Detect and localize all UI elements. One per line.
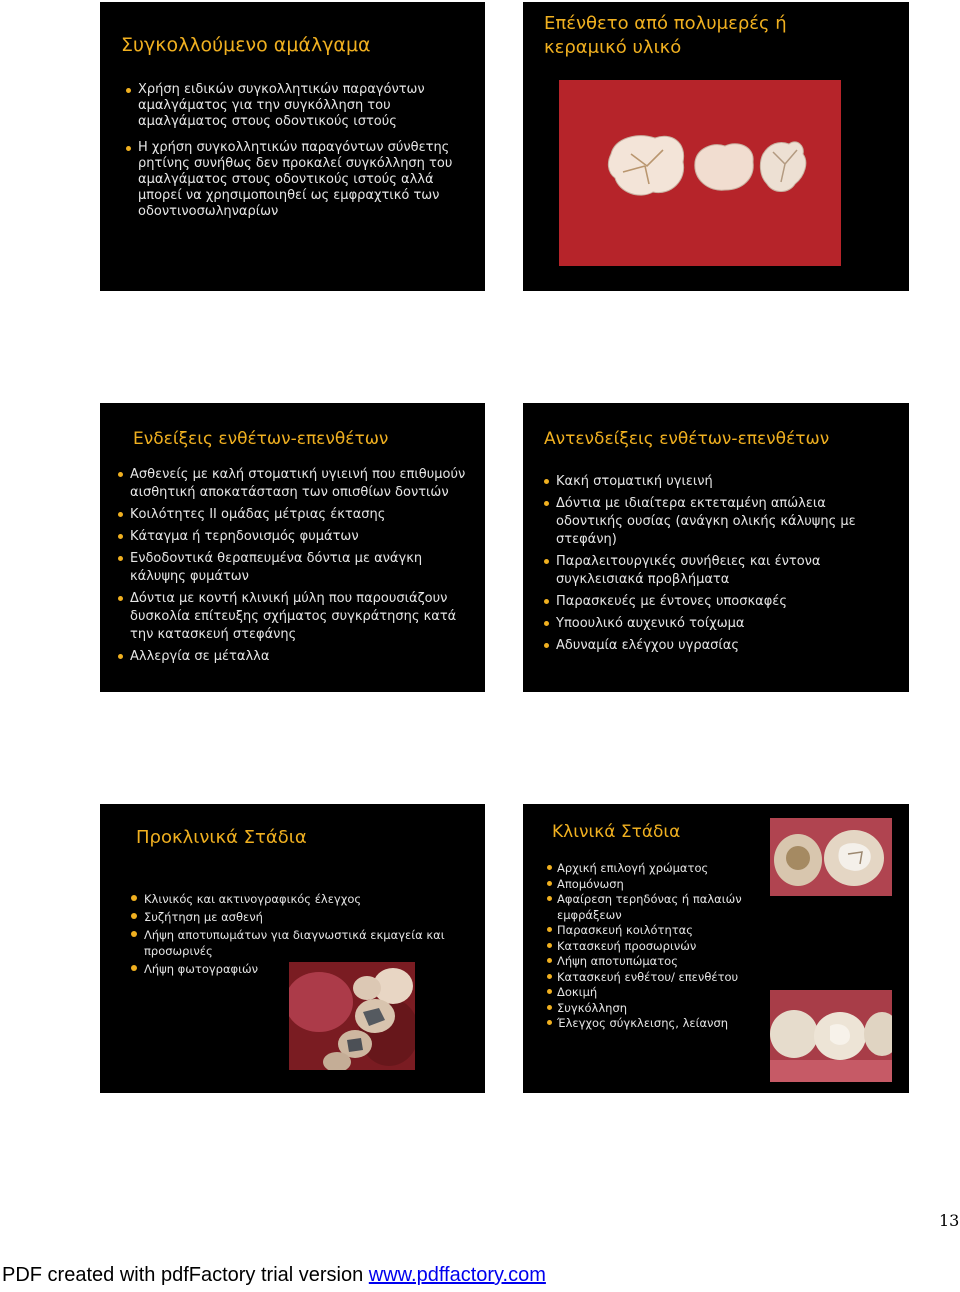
intraoral-photo xyxy=(289,962,415,1070)
bullet-item: Αλλεργία σε μέταλλα xyxy=(130,648,470,666)
bullet-item: Απομόνωση xyxy=(557,877,767,893)
prepared-teeth-photo xyxy=(770,818,892,896)
slide-contraindications xyxy=(523,403,909,692)
bullet-item: Υποουλικό αυχενικό τοίχωμα xyxy=(556,615,896,633)
bullet-item: Δόντια με ιδιαίτερα εκτεταμένη απώλεια οδοντικής ουσίας (ανάγκη ολικής κάλυψης με στεφάνη) xyxy=(556,495,896,549)
bullet-item: Ασθενείς με καλή στοματική υγιεινή που επιθυμούν αισθητική αποκατάσταση των οπισθίων δοντιών xyxy=(130,466,470,502)
bullet-list xyxy=(130,466,470,670)
bullet-item: Παρασκευή κοιλότητας xyxy=(557,923,767,939)
slide-title: Επένθετο από πολυμερές ή κεραμικό υλικό xyxy=(544,13,787,58)
slide-clinical-stages xyxy=(523,804,909,1093)
bullet-list xyxy=(138,82,468,230)
bullet-item: Η χρήση συγκολλητικών παραγόντων σύνθετης ρητίνης συνήθως δεν προκαλεί συγκόλληση του αμαλγάματος στους οδοντικούς ιστούς αλλά μπορεί να χρησιμοποιηθεί ως εμφραχτικό των οδοντινοσωληναρίων xyxy=(138,140,468,220)
bullet-item: Κλινικός και ακτινογραφικός έλεγχος xyxy=(144,891,454,907)
bullet-item: Ενδοδοντικά θεραπευμένα δόντια με ανάγκη κάλυψης φυμάτων xyxy=(130,550,470,586)
bullet-item: Χρήση ειδικών συγκολλητικών παραγόντων αμαλγάματος για την συγκόλληση του αμαλγάματος στους οδοντικούς ιστούς xyxy=(138,82,468,130)
slide-title: Ενδείξεις ενθέτων-επενθέτων xyxy=(133,429,389,449)
bullet-item: Λήψη φωτογραφιών xyxy=(144,961,454,977)
bullet-item: Λήψη αποτυπωμάτων για διαγνωστικά εκμαγεία και προσωρινές xyxy=(144,927,454,959)
bullet-item: Παραλειτουργικές συνήθειες και έντονα συγκλεισιακά προβλήματα xyxy=(556,553,896,589)
slide-title: Αντενδείξεις ενθέτων-επενθέτων xyxy=(544,429,830,449)
bullet-item: Δόντια με κοντή κλινική μύλη που παρουσιάζουν δυσκολία επίτευξης σχήματος συγκράτησης κατά την κατασκευή στεφάνης xyxy=(130,590,470,644)
intraoral-illustration xyxy=(289,962,415,1070)
slide-title: Συγκολλούμενο αμάλγαμα xyxy=(121,34,371,56)
bullet-item: Δοκιμή xyxy=(557,985,767,1001)
slide-title: Κλινικά Στάδια xyxy=(552,822,681,842)
pdf-footer xyxy=(2,1264,546,1287)
slide-onlay-material xyxy=(523,2,909,291)
bullet-item: Έλεγχος σύγκλεισης, λείανση xyxy=(557,1016,767,1032)
cemented-inlays-illustration xyxy=(770,990,892,1082)
slide-indications xyxy=(100,403,485,692)
ceramic-inlays-photo xyxy=(559,80,841,266)
bullet-item: Αφαίρεση τερηδόνας ή παλαιών εμφράξεων xyxy=(557,892,767,923)
bullet-item: Κάταγμα ή τερηδονισμός φυμάτων xyxy=(130,528,470,546)
slide-bonded-amalgam xyxy=(100,2,485,291)
bullet-item: Κατασκευή προσωρινών xyxy=(557,939,767,955)
bullet-item: Αρχική επιλογή χρώματος xyxy=(557,861,767,877)
footer-link[interactable]: www.pdffactory.com xyxy=(368,1264,546,1286)
bullet-list xyxy=(556,473,896,659)
bullet-item: Κακή στοματική υγιεινή xyxy=(556,473,896,491)
bullet-item: Παρασκευές με έντονες υποσκαφές xyxy=(556,593,896,611)
bullet-item: Κοιλότητες ΙΙ ομάδας μέτριας έκτασης xyxy=(130,506,470,524)
bullet-item: Λήψη αποτυπώματος xyxy=(557,954,767,970)
bullet-item: Κατασκευή ενθέτου/ επενθέτου xyxy=(557,970,767,986)
bullet-item: Συγκόλληση xyxy=(557,1001,767,1017)
footer-text: PDF created with pdfFactory trial version xyxy=(2,1264,369,1286)
ceramic-inlays-illustration xyxy=(559,80,841,266)
page-number: 13 xyxy=(939,1211,960,1230)
bullet-list xyxy=(557,861,767,1032)
bullet-item: Συζήτηση με ασθενή xyxy=(144,909,454,925)
prepared-teeth-illustration xyxy=(770,818,892,896)
slide-title: Προκλινικά Στάδια xyxy=(136,827,307,848)
bullet-item: Αδυναμία ελέγχου υγρασίας xyxy=(556,637,896,655)
cemented-inlays-photo xyxy=(770,990,892,1082)
slide-preclinical-stages xyxy=(100,804,485,1093)
